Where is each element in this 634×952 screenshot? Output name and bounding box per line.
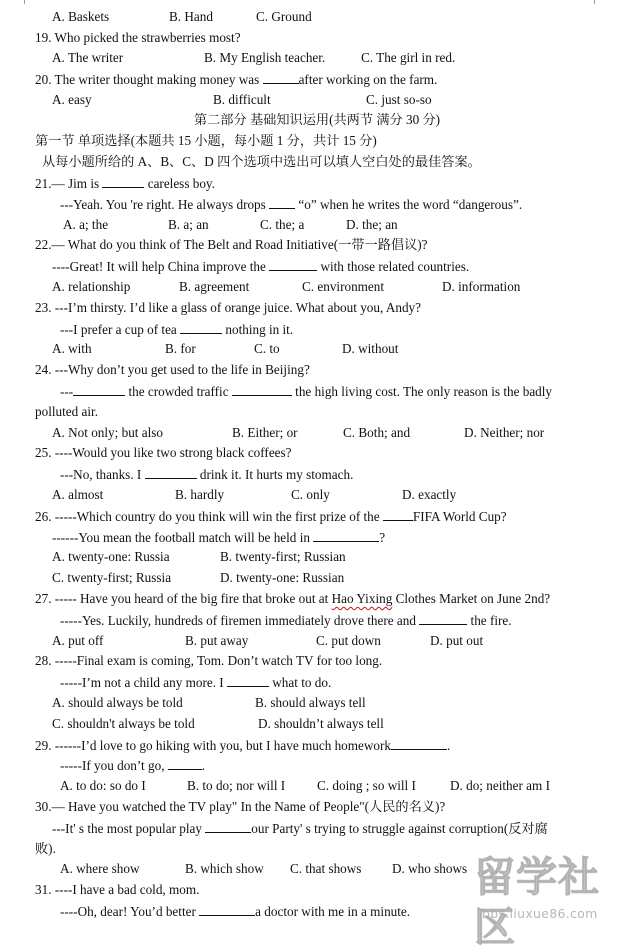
answer-blank [102,175,144,188]
question-line-2: -----I’m not a child any more. I what to do. [60,675,332,690]
question-stem: 20. The writer thought making money was after working on the farm. [35,72,438,87]
option-a: A. Not only; but also [52,425,163,440]
question-line-2: --- the crowded traffic the high living cost. The only reason is the badly [60,384,553,399]
question-line-2: -----Yes. Luckily, hundreds of firemen immediately drove there and the fire. [60,613,512,628]
option-b: B. Either; or [232,425,298,440]
option-c: C. put down [316,633,381,648]
option-a: A. twenty-one: Russia [52,549,170,564]
option-c: C. just so-so [366,92,432,107]
answer-blank [199,903,255,916]
option-c: C. to [254,341,280,356]
question-line-1: 30.— Have you watched the TV play" In the Name of People"(人民的名义)? [35,799,446,814]
option-d: D. do; neither am I [450,778,550,793]
answer-blank [263,71,299,84]
option-d: D. who shows [392,861,468,876]
answer-blank [391,737,447,750]
answer-blank [168,757,202,770]
option-b: B. twenty-first; Russian [220,549,346,564]
question-line-3: 败). [35,841,56,856]
question-line-1: 24. ---Why don’t you get used to the life in Beijing? [35,362,310,377]
option-b: B. hardly [175,487,225,502]
part-two-heading: 第二部分 基础知识运用(共两节 满分 30 分) [193,112,441,127]
option-b: B. to do; nor will I [187,778,286,793]
question-line-1: 21.— Jim is careless boy. [35,176,215,191]
question-line-1: 22.— What do you think of The Belt and Road Initiative(一带一路倡议)? [35,237,428,252]
question-line-1: 29. ------I’d love to go hiking with you, but I have much homework . [35,738,451,753]
option-a: A. where show [60,861,140,876]
question-line-1: 28. -----Final exam is coming, Tom. Don’t watch TV for too long. [35,653,383,668]
option-a: A. put off [52,633,104,648]
section-instruction: 从每小题所给的 A、B、C、D 四个选项中选出可以填人空白处的最佳答案。 [42,154,481,169]
option-d: D. exactly [402,487,457,502]
option-a: A. almost [52,487,104,502]
option-c: C. twenty-first; Russia [52,570,172,585]
answer-blank [383,508,413,521]
answer-blank [313,529,379,542]
question-line-2: ---It' s the most popular play our Party' s trying to struggle against corruption(反对腐 [52,821,548,836]
watermark-text: 留学社区 [474,853,600,951]
flagged-word: Hao Yixing [331,591,393,606]
option-b: B. for [165,341,196,356]
option-c: C. environment [302,279,385,294]
option-d: D. twenty-one: Russian [220,570,345,585]
answer-blank [73,383,125,396]
crop-mark-right [594,0,605,4]
question-line-1: 23. ---I’m thirsty. I’d like a glass of orange juice. What about you, Andy? [35,300,421,315]
option-c: C. The girl in red. [361,50,456,65]
option-a: A. relationship [52,279,131,294]
option-c: C. that shows [290,861,362,876]
section-one-heading: 第一节 单项选择(本题共 15 小题，每小题 1 分，共计 15 分) [35,133,377,148]
question-line-2: ----Great! It will help China improve the with those related countries. [52,259,470,274]
option-b: B. a; an [168,217,209,232]
option-a: A. easy [52,92,92,107]
answer-blank [180,321,222,334]
option-c: C. only [291,487,330,502]
question-line-2: ---Yeah. You 're right. He always drops “o” when he writes the word “dangerous”. [60,197,523,212]
option-a: A. The writer [52,50,124,65]
question-line-1: 31. ----I have a bad cold, mom. [35,882,200,897]
question-line-1: 25. ----Would you like two strong black coffees? [35,445,292,460]
answer-blank [205,820,251,833]
watermark-url: bbs.liuxue86.com [482,906,598,921]
option-d: D. information [442,279,521,294]
question-line-1: 27. ----- Have you heard of the big fire that broke out at Hao Yixing Clothes Market on June 2nd? [35,591,551,606]
question-line-2: ---I prefer a cup of tea nothing in it. [60,322,294,337]
answer-blank [269,196,295,209]
question-line-2: ------You mean the football match will be held in ? [52,530,386,545]
option-d: D. Neither; nor [464,425,545,440]
crop-mark-left [14,0,25,4]
question-line-2: ----Oh, dear! You’d better a doctor with me in a minute. [60,904,411,919]
watermark-logo [470,852,630,951]
answer-blank [419,612,467,625]
option-b: B. which show [185,861,264,876]
option-c: C. doing ; so will I [317,778,416,793]
question-stem: 19. Who picked the strawberries most? [35,30,241,45]
option-b: B. should always tell [255,695,366,710]
answer-blank [232,383,292,396]
question-line-3: polluted air. [35,404,98,419]
answer-blank [145,466,197,479]
option-b: B. put away [185,633,249,648]
question-line-2: -----If you don’t go, . [60,758,206,773]
option-d: D. put out [430,633,484,648]
option-b: B. My English teacher. [204,50,326,65]
option-d: D. without [342,341,399,356]
option-c: C. shouldn't always be told [52,716,195,731]
option-a: A. with [52,341,92,356]
option-b: B. difficult [213,92,271,107]
option-b: B. Hand [169,9,213,24]
question-line-2: ---No, thanks. I drink it. It hurts my stomach. [60,467,354,482]
option-d: D. shouldn’t always tell [258,716,384,731]
answer-blank [227,674,269,687]
option-b: B. agreement [179,279,250,294]
answer-blank [269,258,317,271]
option-c: C. Ground [256,9,312,24]
option-c: C. the; a [260,217,305,232]
option-a: A. a; the [63,217,109,232]
option-a: A. should always be told [52,695,183,710]
option-d: D. the; an [346,217,398,232]
option-c: C. Both; and [343,425,411,440]
option-a: A. to do: so do I [60,778,146,793]
option-a: A. Baskets [52,9,110,24]
question-line-1: 26. -----Which country do you think will win the first prize of the FIFA World Cup? [35,509,507,524]
